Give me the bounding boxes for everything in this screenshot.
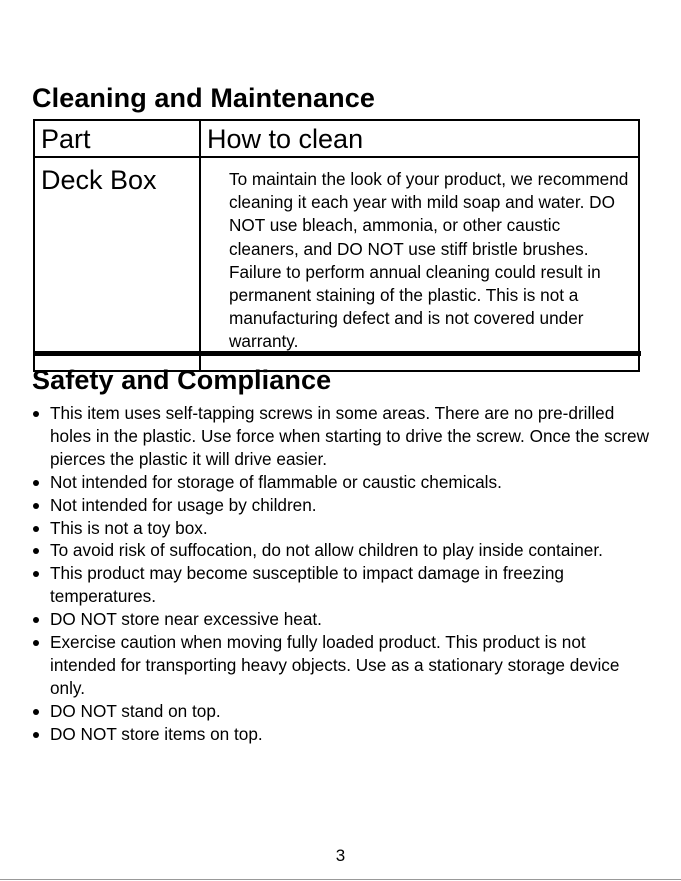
list-item-text: Not intended for usage by children. — [50, 494, 317, 515]
bullet-icon — [33, 732, 39, 738]
list-item-text: Not intended for storage of flammable or caustic chemicals. — [50, 471, 502, 492]
bullet-icon — [33, 617, 39, 623]
cleaning-table — [33, 119, 640, 372]
list-item — [30, 494, 650, 517]
cleaning-table-header-row — [34, 120, 639, 157]
list-item — [30, 562, 650, 608]
list-item — [30, 539, 650, 562]
page-number: 3 — [335, 846, 346, 865]
bullet-icon — [33, 548, 39, 554]
page-bottom-edge — [0, 879, 681, 880]
bullet-icon — [33, 640, 39, 646]
list-item-text: DO NOT stand on top. — [50, 700, 221, 721]
list-item — [30, 608, 650, 631]
list-item — [30, 700, 650, 723]
list-item — [30, 517, 650, 540]
bullet-icon — [33, 526, 39, 532]
bullet-icon — [33, 571, 39, 577]
bullet-icon — [33, 503, 39, 509]
table-row — [34, 157, 639, 371]
list-item-text: This is not a toy box. — [50, 517, 208, 538]
list-item — [30, 631, 650, 700]
section-divider — [33, 351, 641, 356]
table-cell-how-to-clean: To maintain the look of your product, we recommend cleaning it each year with mild soap and water. DO NOT use bleach, ammonia, or other caustic cleaners, and DO NOT use stiff bristle brushes. Failure to perform annual cleaning could result in permanent staining of the plastic. This is not a manufacturing defect and is not covered under warranty. — [200, 157, 639, 371]
list-item — [30, 471, 650, 494]
column-header-part: Part — [34, 120, 200, 157]
list-item — [30, 402, 650, 471]
table-cell-part: Deck Box — [34, 157, 200, 371]
list-item-text: Exercise caution when moving fully loaded product. This product is not intended for transporting heavy objects. Use as a stationary storage device only. — [50, 632, 620, 698]
bullet-icon — [33, 411, 39, 417]
safety-compliance-heading: Safety and Compliance — [32, 365, 332, 395]
list-item-text: DO NOT store items on top. — [50, 723, 263, 744]
cleaning-maintenance-heading: Cleaning and Maintenance — [32, 83, 375, 113]
list-item-text: This product may become susceptible to impact damage in freezing temperatures. — [50, 563, 564, 607]
bullet-icon — [33, 480, 39, 486]
list-item-text: To avoid risk of suffocation, do not allow children to play inside container. — [50, 540, 603, 561]
bullet-icon — [33, 709, 39, 715]
list-item-text: DO NOT store near excessive heat. — [50, 609, 322, 630]
list-item — [30, 723, 650, 746]
safety-list — [30, 402, 650, 746]
list-item-text: This item uses self-tapping screws in some areas. There are no pre-drilled holes in the plastic. Use force when starting to drive the screw. Once the screw pierces the plastic it will drive easier. — [50, 403, 649, 469]
column-header-how-to-clean: How to clean — [200, 120, 639, 157]
